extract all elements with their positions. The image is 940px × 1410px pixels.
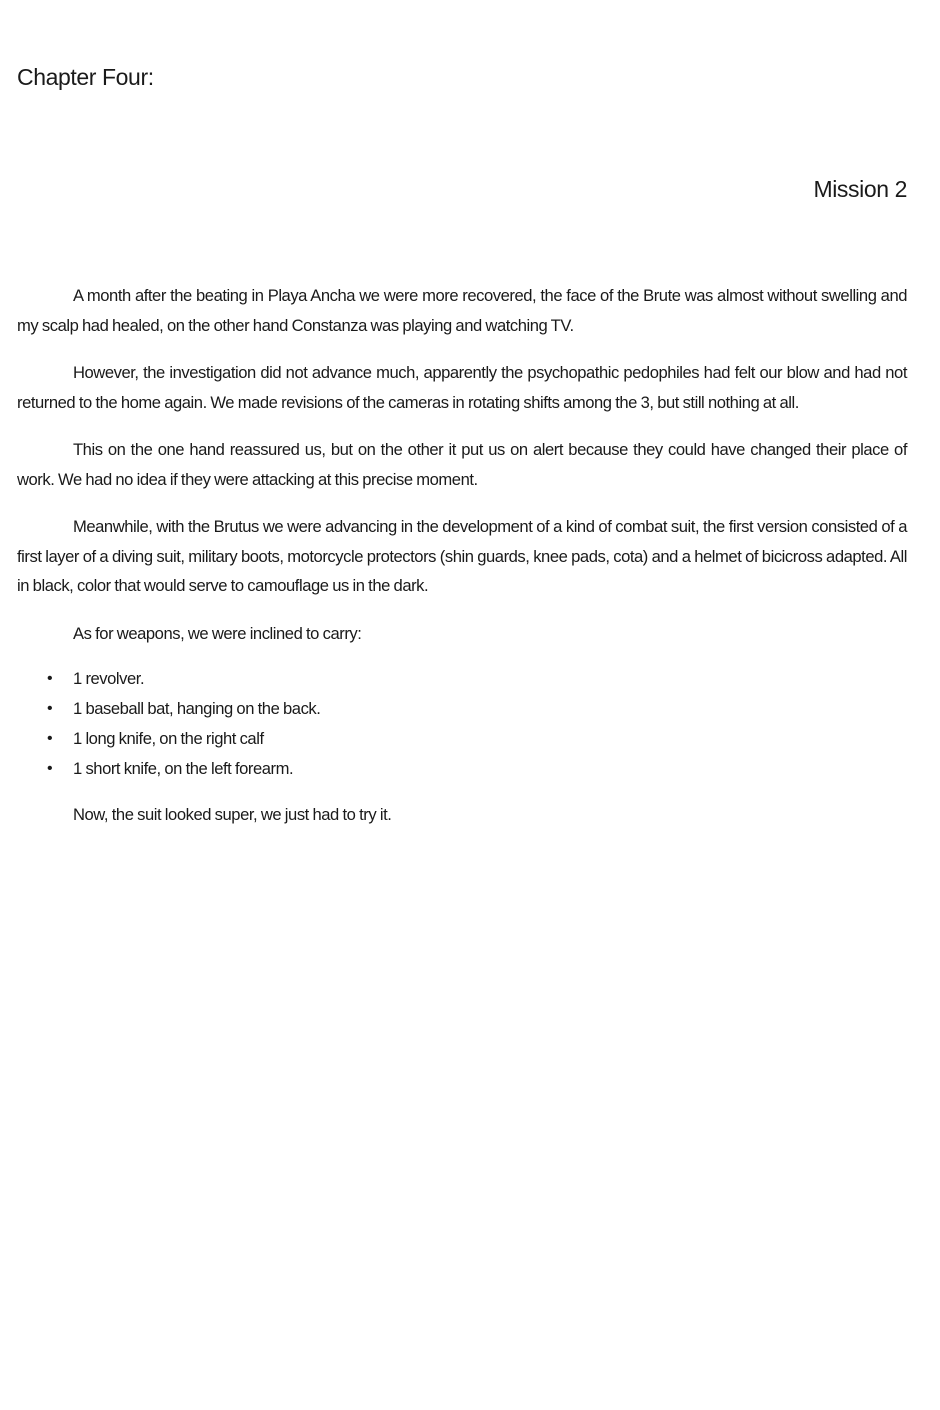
list-item — [17, 724, 907, 754]
paragraph: A month after the beating in Playa Ancha we were more recovered, the face of the Brute was almost without swelling and my scalp had healed, on the other hand Constanza was playing and watching TV. — [17, 286, 907, 335]
list-item-text: 1 long knife, on the right calf — [73, 729, 264, 748]
list-item — [17, 754, 907, 784]
list-item — [17, 664, 907, 694]
paragraph: Meanwhile, with the Brutus we were advancing in the development of a kind of combat suit, the first version consisted of a first layer of a diving suit, military boots, motorcycle protectors (shin guards, knee pads, cota) and a helmet of bicicross adapted. All in black, color that would serve to camouflage us in the dark. — [17, 517, 907, 595]
bullet-icon: • — [47, 730, 53, 747]
list-item-text: 1 short knife, on the left forearm. — [73, 759, 294, 778]
list-item-text: 1 revolver. — [73, 669, 145, 688]
closing-paragraph: Now, the suit looked super, we just had to try it. — [73, 805, 392, 824]
paragraph-weapons-intro: As for weapons, we were inclined to carry: — [73, 623, 362, 643]
chapter-body — [17, 281, 907, 848]
mission-heading: Mission 2 — [813, 176, 907, 202]
list-item — [17, 694, 907, 724]
weapons-list — [17, 664, 907, 784]
chapter-heading: Chapter Four: — [17, 64, 154, 90]
bullet-icon: • — [47, 760, 53, 777]
list-item-text: 1 baseball bat, hanging on the back. — [73, 699, 321, 718]
bullet-icon: • — [47, 700, 53, 717]
paragraph: However, the investigation did not advance much, apparently the psychopathic pedophiles had felt our blow and had not returned to the home again. We made revisions of the cameras in rotating shifts among the 3, but still nothing at all. — [17, 363, 907, 412]
paragraph: This on the one hand reassured us, but on the other it put us on alert because they could have changed their place of work. We had no idea if they were attacking at this precise moment. — [17, 440, 907, 489]
bullet-icon: • — [47, 670, 53, 687]
